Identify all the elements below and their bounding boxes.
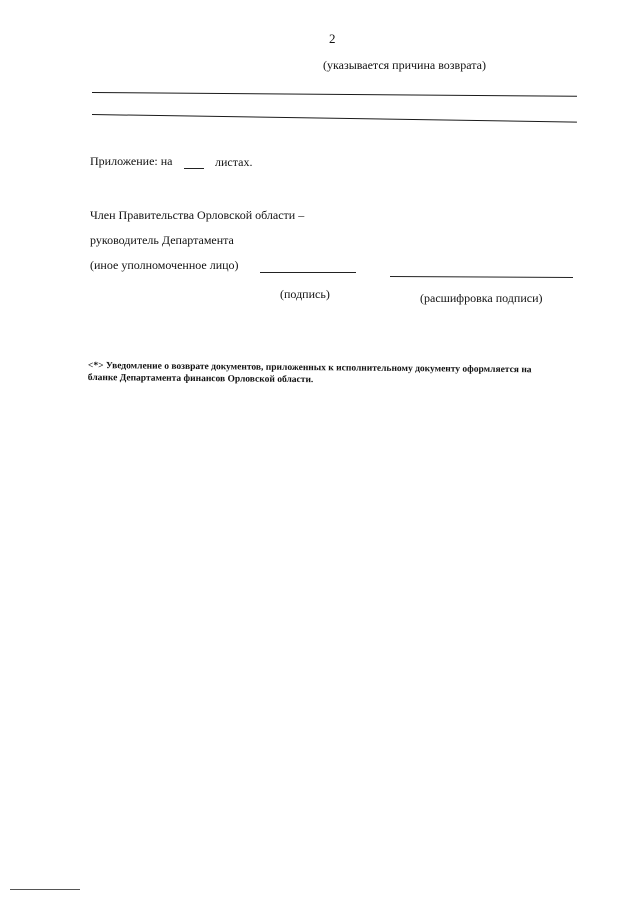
reason-line-2 [92, 114, 577, 123]
footnote [88, 360, 532, 388]
return-reason-caption: (указывается причина возврата) [323, 58, 486, 72]
signatory-title-line-3: (иное уполномоченное лицо) [90, 258, 239, 272]
signature-line [260, 272, 356, 273]
appendix-suffix: листах. [215, 155, 253, 169]
signatory-title-line-2: руководитель Департамента [90, 233, 234, 247]
footnote-line-1: <*> Уведомление о возврате документов, приложенных к исполнительному документу оформляется на [87, 360, 532, 376]
reason-line-1 [92, 92, 577, 97]
signature-caption: (подпись) [280, 287, 330, 301]
footnote-line-2: бланке Департамента финансов Орловской области. [87, 372, 314, 386]
signatory-title-line-1: Член Правительства Орловской области – [90, 208, 305, 222]
scan-edge-mark [10, 889, 80, 890]
appendix-prefix: Приложение: на [90, 154, 173, 168]
page-number: 2 [329, 31, 336, 46]
appendix-pages-blank [184, 168, 204, 169]
decoding-caption: (расшифровка подписи) [420, 291, 543, 305]
decoding-line [390, 276, 573, 278]
